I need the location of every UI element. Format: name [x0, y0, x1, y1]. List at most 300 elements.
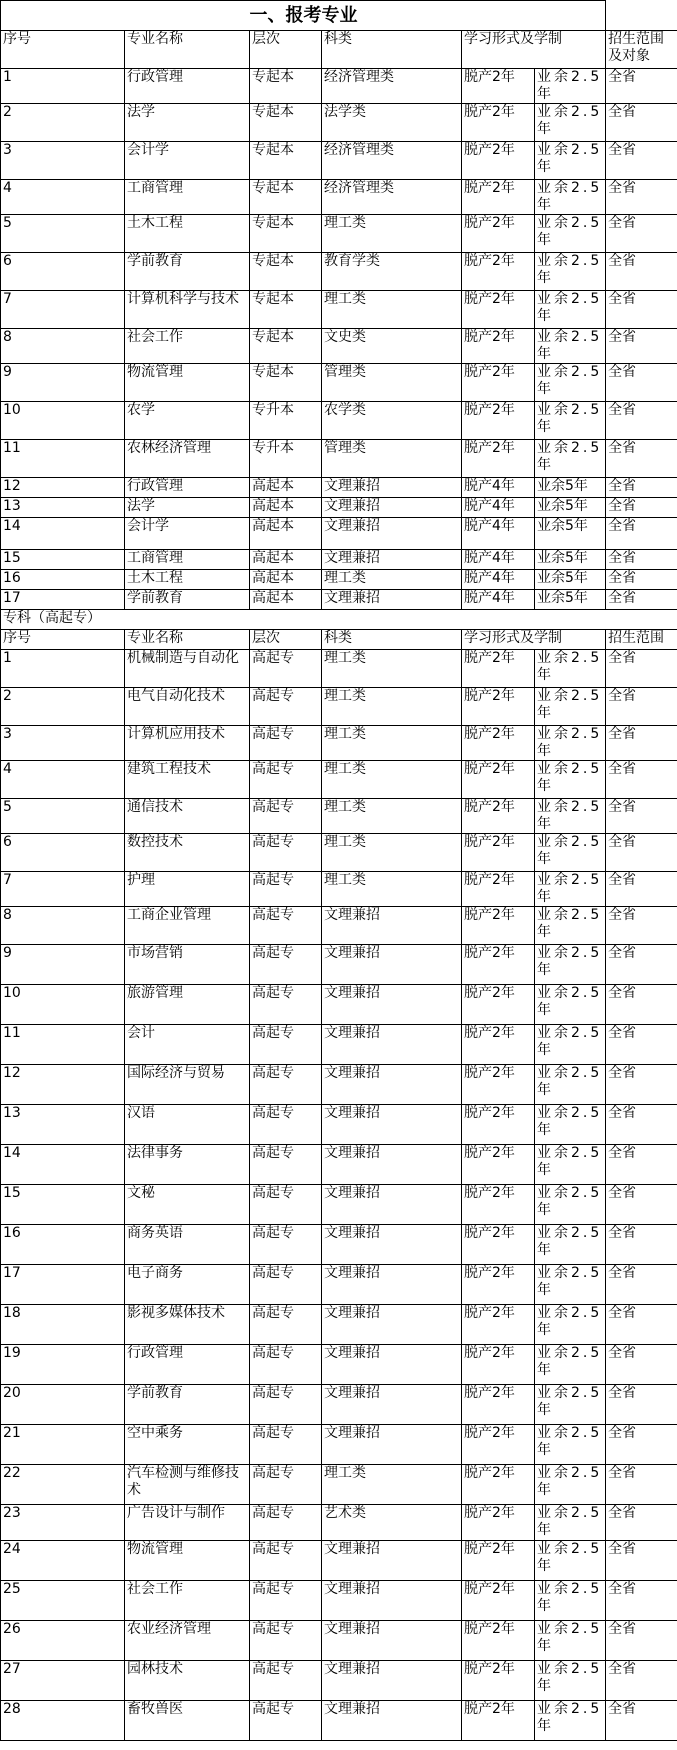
row-index-cell: 6 — [1, 834, 125, 872]
title-row — [1, 1, 677, 31]
fulltime-duration-cell: 脱产2年 — [462, 1265, 535, 1305]
fulltime-duration-cell: 脱产2年 — [462, 1145, 535, 1185]
enrollment-scope-cell: 全省 — [606, 478, 677, 498]
parttime-duration-cell: 业余2.5年 — [535, 104, 606, 142]
row-index-cell: 3 — [1, 142, 125, 180]
major-name-cell: 工商管理 — [125, 180, 250, 215]
row-index-cell: 17 — [1, 1265, 125, 1305]
enrollment-scope-cell: 全省 — [606, 1145, 677, 1185]
row-index-cell: 24 — [1, 1541, 125, 1581]
parttime-duration-cell: 业余2.5年 — [535, 180, 606, 215]
major-name-cell: 农林经济管理 — [125, 440, 250, 478]
fulltime-duration-cell: 脱产2年 — [462, 872, 535, 907]
major-name-cell: 汉语 — [125, 1105, 250, 1145]
header-cell: 序号 — [1, 630, 125, 650]
header-cell: 专业名称 — [125, 630, 250, 650]
table-row — [1, 478, 677, 498]
table-row — [1, 1581, 677, 1621]
header-cell: 层次 — [250, 31, 322, 69]
enrollment-scope-cell: 全省 — [606, 1621, 677, 1661]
row-index-cell: 14 — [1, 1145, 125, 1185]
major-name-cell: 法学 — [125, 104, 250, 142]
enrollment-scope-cell: 全省 — [606, 1225, 677, 1265]
parttime-duration-cell: 业余5年 — [535, 498, 606, 518]
row-index-cell: 21 — [1, 1425, 125, 1465]
major-name-cell: 会计学 — [125, 518, 250, 550]
table-row — [1, 872, 677, 907]
enrollment-scope-cell: 全省 — [606, 1581, 677, 1621]
major-name-cell: 工商管理 — [125, 550, 250, 570]
category-cell: 理工类 — [322, 570, 462, 590]
table-row — [1, 1425, 677, 1465]
parttime-duration-cell: 业余2.5年 — [535, 1621, 606, 1661]
enrollment-scope-cell: 全省 — [606, 253, 677, 291]
enrollment-scope-cell: 全省 — [606, 69, 677, 104]
table-row — [1, 253, 677, 291]
category-cell: 文理兼招 — [322, 1225, 462, 1265]
parttime-duration-cell: 业余5年 — [535, 518, 606, 550]
enrollment-scope-cell: 全省 — [606, 761, 677, 799]
level-cell: 专起本 — [250, 215, 322, 253]
enrollment-scope-cell: 全省 — [606, 180, 677, 215]
row-index-cell: 7 — [1, 872, 125, 907]
table-row — [1, 761, 677, 799]
level-cell: 高起专 — [250, 1425, 322, 1465]
fulltime-duration-cell: 脱产4年 — [462, 478, 535, 498]
row-index-cell: 1 — [1, 69, 125, 104]
major-name-cell: 农业经济管理 — [125, 1621, 250, 1661]
header-row-2 — [1, 630, 677, 650]
major-name-cell: 建筑工程技术 — [125, 761, 250, 799]
parttime-duration-cell: 业余2.5年 — [535, 1025, 606, 1065]
enrollment-scope-cell: 全省 — [606, 1265, 677, 1305]
row-index-cell: 1 — [1, 650, 125, 688]
table-row — [1, 1105, 677, 1145]
fulltime-duration-cell: 脱产2年 — [462, 1581, 535, 1621]
parttime-duration-cell: 业余2.5年 — [535, 1581, 606, 1621]
fulltime-duration-cell: 脱产2年 — [462, 1541, 535, 1581]
category-cell: 文理兼招 — [322, 1425, 462, 1465]
major-name-cell: 机械制造与自动化 — [125, 650, 250, 688]
major-name-cell: 工商企业管理 — [125, 907, 250, 945]
fulltime-duration-cell: 脱产2年 — [462, 1305, 535, 1345]
enrollment-scope-cell: 全省 — [606, 872, 677, 907]
major-name-cell: 影视多媒体技术 — [125, 1305, 250, 1345]
parttime-duration-cell: 业余2.5年 — [535, 1661, 606, 1701]
enrollment-scope-cell: 全省 — [606, 1465, 677, 1505]
header-cell: 序号 — [1, 31, 125, 69]
enrollment-scope-cell: 全省 — [606, 440, 677, 478]
parttime-duration-cell: 业余2.5年 — [535, 834, 606, 872]
row-index-cell: 16 — [1, 570, 125, 590]
fulltime-duration-cell: 脱产2年 — [462, 69, 535, 104]
parttime-duration-cell: 业余2.5年 — [535, 872, 606, 907]
fulltime-duration-cell: 脱产2年 — [462, 440, 535, 478]
table-row — [1, 1305, 677, 1345]
enrollment-scope-cell: 全省 — [606, 650, 677, 688]
table-row — [1, 329, 677, 364]
table-row — [1, 1065, 677, 1105]
category-cell: 文理兼招 — [322, 945, 462, 985]
level-cell: 高起专 — [250, 650, 322, 688]
category-cell: 理工类 — [322, 291, 462, 329]
level-cell: 高起专 — [250, 945, 322, 985]
parttime-duration-cell: 业余2.5年 — [535, 1701, 606, 1741]
parttime-duration-cell: 业余2.5年 — [535, 1305, 606, 1345]
category-cell: 文理兼招 — [322, 1185, 462, 1225]
parttime-duration-cell: 业余2.5年 — [535, 1465, 606, 1505]
parttime-duration-cell: 业余2.5年 — [535, 726, 606, 761]
row-index-cell: 4 — [1, 761, 125, 799]
enrollment-scope-cell: 全省 — [606, 590, 677, 610]
category-cell: 文理兼招 — [322, 1621, 462, 1661]
fulltime-duration-cell: 脱产2年 — [462, 104, 535, 142]
fulltime-duration-cell: 脱产2年 — [462, 761, 535, 799]
fulltime-duration-cell: 脱产2年 — [462, 907, 535, 945]
category-cell: 理工类 — [322, 761, 462, 799]
level-cell: 专起本 — [250, 329, 322, 364]
fulltime-duration-cell: 脱产2年 — [462, 1025, 535, 1065]
level-cell: 高起专 — [250, 1385, 322, 1425]
fulltime-duration-cell: 脱产2年 — [462, 215, 535, 253]
header-cell: 学习形式及学制 — [462, 630, 606, 650]
major-name-cell: 国际经济与贸易 — [125, 1065, 250, 1105]
category-cell: 文理兼招 — [322, 478, 462, 498]
level-cell: 高起专 — [250, 1185, 322, 1225]
row-index-cell: 4 — [1, 180, 125, 215]
category-cell: 文理兼招 — [322, 1065, 462, 1105]
fulltime-duration-cell: 脱产4年 — [462, 518, 535, 550]
level-cell: 高起本 — [250, 550, 322, 570]
level-cell: 高起本 — [250, 590, 322, 610]
level-cell: 高起专 — [250, 1661, 322, 1701]
table-row — [1, 104, 677, 142]
parttime-duration-cell: 业余2.5年 — [535, 215, 606, 253]
level-cell: 高起专 — [250, 1345, 322, 1385]
major-name-cell: 行政管理 — [125, 69, 250, 104]
level-cell: 专起本 — [250, 291, 322, 329]
level-cell: 高起专 — [250, 1621, 322, 1661]
row-index-cell: 12 — [1, 1065, 125, 1105]
enrollment-scope-cell: 全省 — [606, 498, 677, 518]
level-cell: 高起专 — [250, 834, 322, 872]
parttime-duration-cell: 业余5年 — [535, 550, 606, 570]
enrollment-scope-cell: 全省 — [606, 1541, 677, 1581]
major-name-cell: 土木工程 — [125, 215, 250, 253]
parttime-duration-cell: 业余2.5年 — [535, 650, 606, 688]
row-index-cell: 17 — [1, 590, 125, 610]
fulltime-duration-cell: 脱产2年 — [462, 650, 535, 688]
header-cell: 层次 — [250, 630, 322, 650]
enrollment-scope-cell: 全省 — [606, 570, 677, 590]
enrollment-scope-cell: 全省 — [606, 985, 677, 1025]
enrollment-scope-cell: 全省 — [606, 1185, 677, 1225]
fulltime-duration-cell: 脱产2年 — [462, 180, 535, 215]
enrollment-scope-cell: 全省 — [606, 1025, 677, 1065]
fulltime-duration-cell: 脱产2年 — [462, 1425, 535, 1465]
row-index-cell: 13 — [1, 1105, 125, 1145]
fulltime-duration-cell: 脱产2年 — [462, 1105, 535, 1145]
major-name-cell: 农学 — [125, 402, 250, 440]
level-cell: 高起本 — [250, 570, 322, 590]
parttime-duration-cell: 业余5年 — [535, 478, 606, 498]
enrollment-scope-cell: 全省 — [606, 1345, 677, 1385]
major-name-cell: 学前教育 — [125, 1385, 250, 1425]
table-row — [1, 518, 677, 550]
level-cell: 高起本 — [250, 518, 322, 550]
table-row — [1, 907, 677, 945]
fulltime-duration-cell: 脱产4年 — [462, 498, 535, 518]
level-cell: 高起专 — [250, 1701, 322, 1741]
header-cell: 科类 — [322, 31, 462, 69]
header-cell: 招生范围及对象 — [606, 31, 677, 69]
parttime-duration-cell: 业余2.5年 — [535, 1505, 606, 1541]
major-name-cell: 学前教育 — [125, 590, 250, 610]
row-index-cell: 10 — [1, 402, 125, 440]
fulltime-duration-cell: 脱产2年 — [462, 985, 535, 1025]
enrollment-scope-cell: 全省 — [606, 688, 677, 726]
table-row — [1, 291, 677, 329]
table-row — [1, 590, 677, 610]
major-name-cell: 行政管理 — [125, 478, 250, 498]
category-cell: 文理兼招 — [322, 1265, 462, 1305]
row-index-cell: 8 — [1, 907, 125, 945]
enrollment-scope-cell: 全省 — [606, 329, 677, 364]
row-index-cell: 9 — [1, 364, 125, 402]
parttime-duration-cell: 业余2.5年 — [535, 1541, 606, 1581]
level-cell: 专升本 — [250, 440, 322, 478]
major-name-cell: 旅游管理 — [125, 985, 250, 1025]
row-index-cell: 19 — [1, 1345, 125, 1385]
enrollment-scope-cell: 全省 — [606, 518, 677, 550]
header-row-1 — [1, 31, 677, 69]
enrollment-scope-cell: 全省 — [606, 142, 677, 180]
parttime-duration-cell: 业余2.5年 — [535, 1105, 606, 1145]
fulltime-duration-cell: 脱产2年 — [462, 1661, 535, 1701]
level-cell: 高起专 — [250, 799, 322, 834]
category-cell: 理工类 — [322, 726, 462, 761]
parttime-duration-cell: 业余2.5年 — [535, 142, 606, 180]
row-index-cell: 11 — [1, 1025, 125, 1065]
major-name-cell: 数控技术 — [125, 834, 250, 872]
major-name-cell: 市场营销 — [125, 945, 250, 985]
table-row — [1, 834, 677, 872]
level-cell: 高起专 — [250, 761, 322, 799]
major-name-cell: 社会工作 — [125, 1581, 250, 1621]
category-cell: 经济管理类 — [322, 142, 462, 180]
major-name-cell: 广告设计与制作 — [125, 1505, 250, 1541]
fulltime-duration-cell: 脱产2年 — [462, 364, 535, 402]
major-name-cell: 商务英语 — [125, 1225, 250, 1265]
parttime-duration-cell: 业余2.5年 — [535, 329, 606, 364]
enrollment-scope-cell: 全省 — [606, 291, 677, 329]
enrollment-scope-cell: 全省 — [606, 364, 677, 402]
row-index-cell: 5 — [1, 215, 125, 253]
enrollment-scope-cell: 全省 — [606, 1105, 677, 1145]
level-cell: 高起专 — [250, 726, 322, 761]
table-row — [1, 799, 677, 834]
row-index-cell: 11 — [1, 440, 125, 478]
level-cell: 高起专 — [250, 907, 322, 945]
level-cell: 高起专 — [250, 1581, 322, 1621]
enrollment-scope-cell: 全省 — [606, 550, 677, 570]
parttime-duration-cell: 业余2.5年 — [535, 69, 606, 104]
row-index-cell: 10 — [1, 985, 125, 1025]
category-cell: 文理兼招 — [322, 550, 462, 570]
enrollment-scope-cell: 全省 — [606, 1505, 677, 1541]
major-name-cell: 会计 — [125, 1025, 250, 1065]
table-row — [1, 1185, 677, 1225]
category-cell: 文理兼招 — [322, 1661, 462, 1701]
level-cell: 高起专 — [250, 1541, 322, 1581]
parttime-duration-cell: 业余2.5年 — [535, 1065, 606, 1105]
level-cell: 高起专 — [250, 985, 322, 1025]
row-index-cell: 2 — [1, 688, 125, 726]
row-index-cell: 8 — [1, 329, 125, 364]
major-name-cell: 法学 — [125, 498, 250, 518]
fulltime-duration-cell: 脱产2年 — [462, 1621, 535, 1661]
level-cell: 专起本 — [250, 69, 322, 104]
parttime-duration-cell: 业余2.5年 — [535, 440, 606, 478]
enrollment-scope-cell: 全省 — [606, 1385, 677, 1425]
row-index-cell: 15 — [1, 550, 125, 570]
row-index-cell: 13 — [1, 498, 125, 518]
category-cell: 经济管理类 — [322, 69, 462, 104]
category-cell: 经济管理类 — [322, 180, 462, 215]
level-cell: 专起本 — [250, 180, 322, 215]
section-label: 专科（高起专） — [1, 610, 677, 630]
major-name-cell: 行政管理 — [125, 1345, 250, 1385]
row-index-cell: 16 — [1, 1225, 125, 1265]
enrollment-scope-cell: 全省 — [606, 104, 677, 142]
table-row — [1, 688, 677, 726]
fulltime-duration-cell: 脱产2年 — [462, 688, 535, 726]
table-row — [1, 985, 677, 1025]
category-cell: 农学类 — [322, 402, 462, 440]
table-row — [1, 142, 677, 180]
row-index-cell: 14 — [1, 518, 125, 550]
fulltime-duration-cell: 脱产4年 — [462, 550, 535, 570]
category-cell: 文理兼招 — [322, 1701, 462, 1741]
level-cell: 专升本 — [250, 402, 322, 440]
title-blank-cell — [606, 1, 677, 31]
category-cell: 文理兼招 — [322, 1025, 462, 1065]
table-row — [1, 550, 677, 570]
category-cell: 文理兼招 — [322, 498, 462, 518]
table-row — [1, 1145, 677, 1185]
fulltime-duration-cell: 脱产2年 — [462, 1385, 535, 1425]
category-cell: 理工类 — [322, 1465, 462, 1505]
level-cell: 高起专 — [250, 1505, 322, 1541]
category-cell: 教育学类 — [322, 253, 462, 291]
level-cell: 高起专 — [250, 1305, 322, 1345]
category-cell: 文理兼招 — [322, 1105, 462, 1145]
row-index-cell: 22 — [1, 1465, 125, 1505]
fulltime-duration-cell: 脱产2年 — [462, 1465, 535, 1505]
header-cell: 学习形式及学制 — [462, 31, 606, 69]
table-row — [1, 180, 677, 215]
table-row — [1, 1701, 677, 1741]
fulltime-duration-cell: 脱产2年 — [462, 726, 535, 761]
header-cell: 科类 — [322, 630, 462, 650]
major-name-cell: 社会工作 — [125, 329, 250, 364]
fulltime-duration-cell: 脱产2年 — [462, 1185, 535, 1225]
fulltime-duration-cell: 脱产2年 — [462, 142, 535, 180]
enrollment-scope-cell: 全省 — [606, 907, 677, 945]
major-name-cell: 护理 — [125, 872, 250, 907]
row-index-cell: 5 — [1, 799, 125, 834]
parttime-duration-cell: 业余2.5年 — [535, 253, 606, 291]
category-cell: 艺术类 — [322, 1505, 462, 1541]
level-cell: 高起本 — [250, 498, 322, 518]
row-index-cell: 28 — [1, 1701, 125, 1741]
table-row — [1, 1465, 677, 1505]
major-name-cell: 计算机科学与技术 — [125, 291, 250, 329]
category-cell: 文理兼招 — [322, 590, 462, 610]
fulltime-duration-cell: 脱产2年 — [462, 402, 535, 440]
parttime-duration-cell: 业余2.5年 — [535, 1385, 606, 1425]
table-row — [1, 1225, 677, 1265]
major-name-cell: 法律事务 — [125, 1145, 250, 1185]
table-row — [1, 402, 677, 440]
major-name-cell: 通信技术 — [125, 799, 250, 834]
major-name-cell: 文秘 — [125, 1185, 250, 1225]
category-cell: 文理兼招 — [322, 1581, 462, 1621]
row-index-cell: 15 — [1, 1185, 125, 1225]
parttime-duration-cell: 业余2.5年 — [535, 291, 606, 329]
category-cell: 理工类 — [322, 688, 462, 726]
parttime-duration-cell: 业余2.5年 — [535, 945, 606, 985]
table-row — [1, 440, 677, 478]
level-cell: 高起专 — [250, 688, 322, 726]
header-cell: 专业名称 — [125, 31, 250, 69]
row-index-cell: 18 — [1, 1305, 125, 1345]
fulltime-duration-cell: 脱产2年 — [462, 834, 535, 872]
major-name-cell: 电气自动化技术 — [125, 688, 250, 726]
parttime-duration-cell: 业余2.5年 — [535, 688, 606, 726]
parttime-duration-cell: 业余2.5年 — [535, 1185, 606, 1225]
parttime-duration-cell: 业余5年 — [535, 570, 606, 590]
row-index-cell: 25 — [1, 1581, 125, 1621]
table-row — [1, 1345, 677, 1385]
category-cell: 管理类 — [322, 364, 462, 402]
fulltime-duration-cell: 脱产2年 — [462, 1345, 535, 1385]
parttime-duration-cell: 业余5年 — [535, 590, 606, 610]
table-row — [1, 726, 677, 761]
level-cell: 专起本 — [250, 364, 322, 402]
category-cell: 文理兼招 — [322, 1305, 462, 1345]
table-row — [1, 570, 677, 590]
category-cell: 文理兼招 — [322, 985, 462, 1025]
major-name-cell: 园林技术 — [125, 1661, 250, 1701]
parttime-duration-cell: 业余2.5年 — [535, 799, 606, 834]
level-cell: 专起本 — [250, 142, 322, 180]
major-name-cell: 汽车检测与维修技术 — [125, 1465, 250, 1505]
page-title: 一、报考专业 — [1, 1, 606, 31]
table-row — [1, 364, 677, 402]
category-cell: 文理兼招 — [322, 1345, 462, 1385]
enrollment-scope-cell: 全省 — [606, 1305, 677, 1345]
parttime-duration-cell: 业余2.5年 — [535, 907, 606, 945]
enrollment-scope-cell: 全省 — [606, 799, 677, 834]
enrollment-scope-cell: 全省 — [606, 834, 677, 872]
fulltime-duration-cell: 脱产2年 — [462, 799, 535, 834]
level-cell: 高起专 — [250, 1065, 322, 1105]
fulltime-duration-cell: 脱产2年 — [462, 1225, 535, 1265]
row-index-cell: 9 — [1, 945, 125, 985]
major-name-cell: 电子商务 — [125, 1265, 250, 1305]
row-index-cell: 26 — [1, 1621, 125, 1661]
